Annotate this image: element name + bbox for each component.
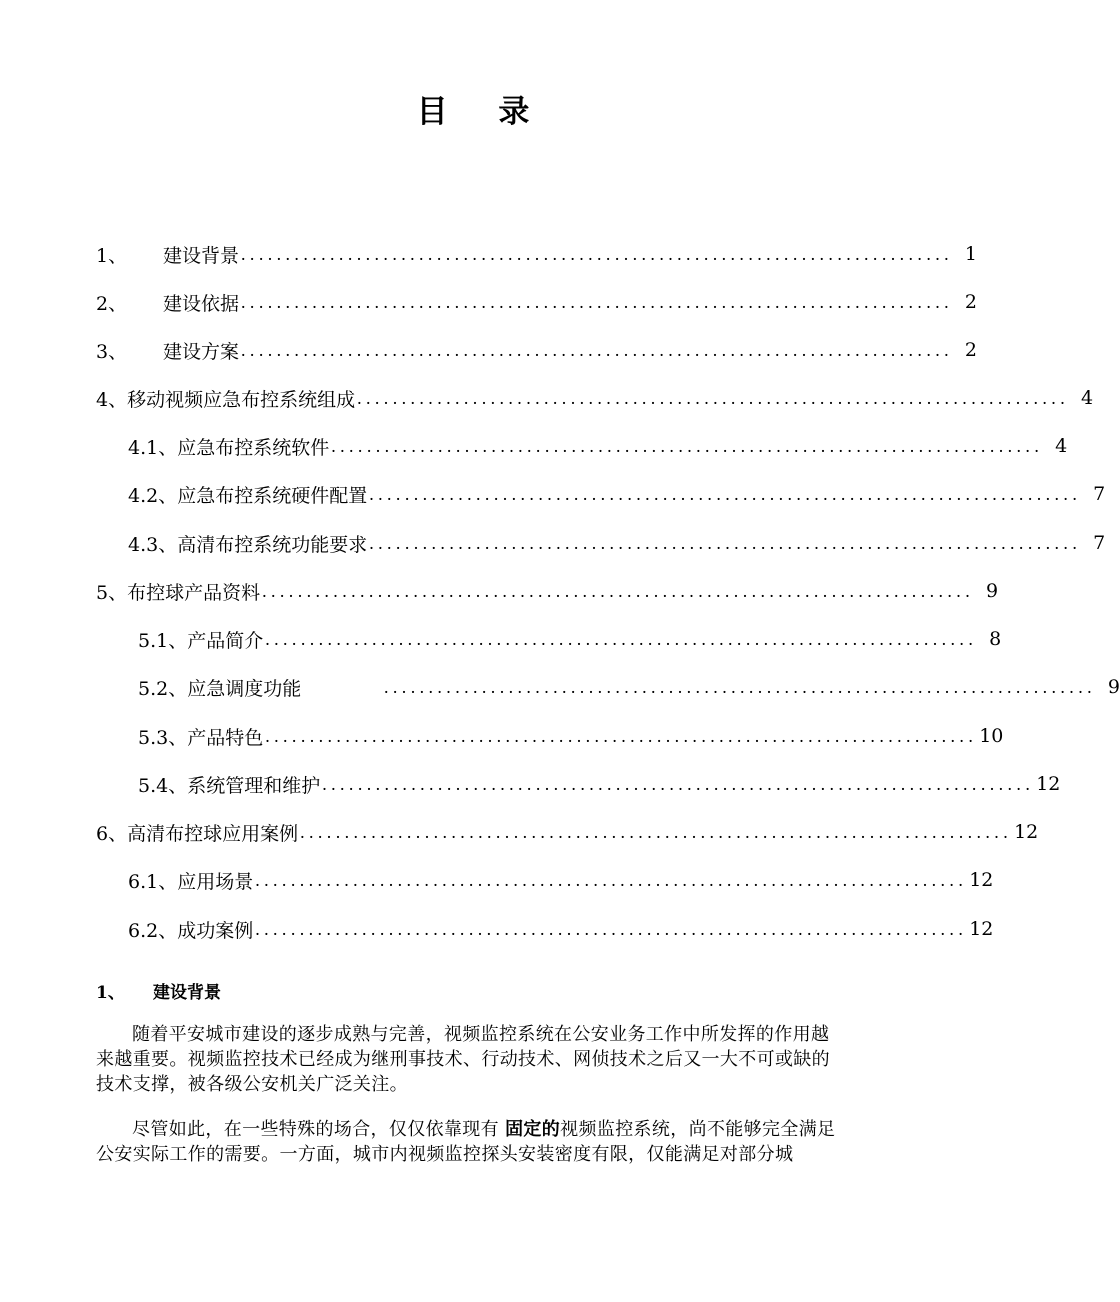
toc-leader: ................................................................................ [265,628,978,649]
toc-page-number: 9 [1107,676,1120,698]
body-paragraph [96,1117,836,1167]
toc-label: 4.2、应急布控系统硬件配置 [128,484,368,507]
toc-label: 5、布控球产品资料 [96,581,261,604]
toc-leader: ................................................................................ [241,291,954,312]
toc-page-number: 12 [969,869,994,891]
section-title: 建设背景 [153,983,221,1003]
toc-entry[interactable] [96,575,999,607]
toc-leader: ................................................................................ [331,435,1044,456]
toc-number: 1、 [96,244,128,267]
toc-leader: ................................................................................ [241,339,954,360]
toc-entry[interactable] [96,382,1094,414]
toc-leader: ................................................................................ [255,869,968,890]
section-number: 1、 [96,983,125,1003]
toc-leader: ................................................................................ [265,725,978,746]
toc-number: 3、 [96,340,128,363]
toc-number: 2、 [96,292,128,315]
toc-label: 4、移动视频应急布控系统组成 [96,388,356,411]
section-heading [96,978,221,1003]
toc-entry[interactable] [128,864,994,896]
toc-label: 6.2、成功案例 [128,919,254,942]
toc-page-number: 7 [1093,483,1106,505]
toc-leader: ................................................................................ [262,580,975,601]
toc-entry[interactable] [96,334,978,366]
toc-label: 5.3、产品特色 [138,726,264,749]
toc-leader: ................................................................................ [369,483,1082,504]
toc-page-number: 2 [964,339,978,361]
toc-label: 建设方案 [163,340,240,363]
toc-label: 6、高清布控球应用案例 [96,822,299,845]
toc-page-number: 7 [1093,532,1106,554]
toc-page-number: 12 [1036,773,1061,795]
toc-entry[interactable] [128,478,1106,510]
toc-leader: ................................................................................ [369,532,1082,553]
toc-page-number: 12 [969,918,994,940]
toc-leader: ................................................................................ [255,918,968,939]
emphasis-text: 固定的 [505,1119,561,1140]
toc-label: 建设背景 [163,244,240,267]
toc-page-number: 12 [1014,821,1039,843]
toc-page-number: 2 [964,291,978,313]
toc-label: 4.3、高清布控系统功能要求 [128,533,368,556]
toc-leader: ................................................................................ [357,387,1070,408]
toc-page-number: 1 [964,243,978,265]
toc-label: 5.4、系统管理和维护 [138,774,321,797]
toc-page-number: 10 [979,725,1004,747]
toc-label: 6.1、应用场景 [128,870,254,893]
toc-entry[interactable] [128,430,1068,462]
toc-page-number: 4 [1081,387,1094,409]
toc-entry[interactable] [96,816,1039,848]
toc-entry[interactable] [128,527,1106,559]
toc-entry[interactable] [138,768,1061,800]
toc-entry[interactable] [128,913,994,945]
toc-label: 5.1、产品简介 [138,629,264,652]
toc-page-number: 9 [986,580,999,602]
toc-entry[interactable] [138,671,1120,703]
toc-label: 5.2、应急调度功能 [138,677,302,700]
page-title: 目 录 [416,94,550,130]
toc-label: 建设依据 [163,292,240,315]
toc-leader: ................................................................................ [241,243,954,264]
toc-entry[interactable] [96,286,978,318]
toc-entry[interactable] [138,720,1004,752]
body-paragraph: 随着平安城市建设的逐步成熟与完善，视频监控系统在公安业务工作中所发挥的作用越来越重要。视频监控技术已经成为继刑事技术、行动技术、网侦技术之后又一大不可或缺的技术支撑，被各级公安机关广泛关注。 [96,1024,830,1095]
toc-page-number: 8 [989,628,1002,650]
toc-leader: ................................................................................ [322,773,1035,794]
toc-leader: ................................................................................ [384,676,1096,697]
toc-page-number: 4 [1055,435,1068,457]
toc-label: 4.1、应急布控系统软件 [128,436,330,459]
toc-entry[interactable] [138,623,1002,655]
toc-entry[interactable] [96,238,978,270]
paragraph-text: 尽管如此，在一些特殊的场合，仅仅依靠现有 [132,1119,499,1140]
toc-leader: ................................................................................ [300,821,1013,842]
paragraph-text: 视频监控系统，尚不能够完全满足公安实际工作的需要。一方面，城市内视频监控探头安装密度有限，仅能满足对部分城 [96,1119,836,1165]
